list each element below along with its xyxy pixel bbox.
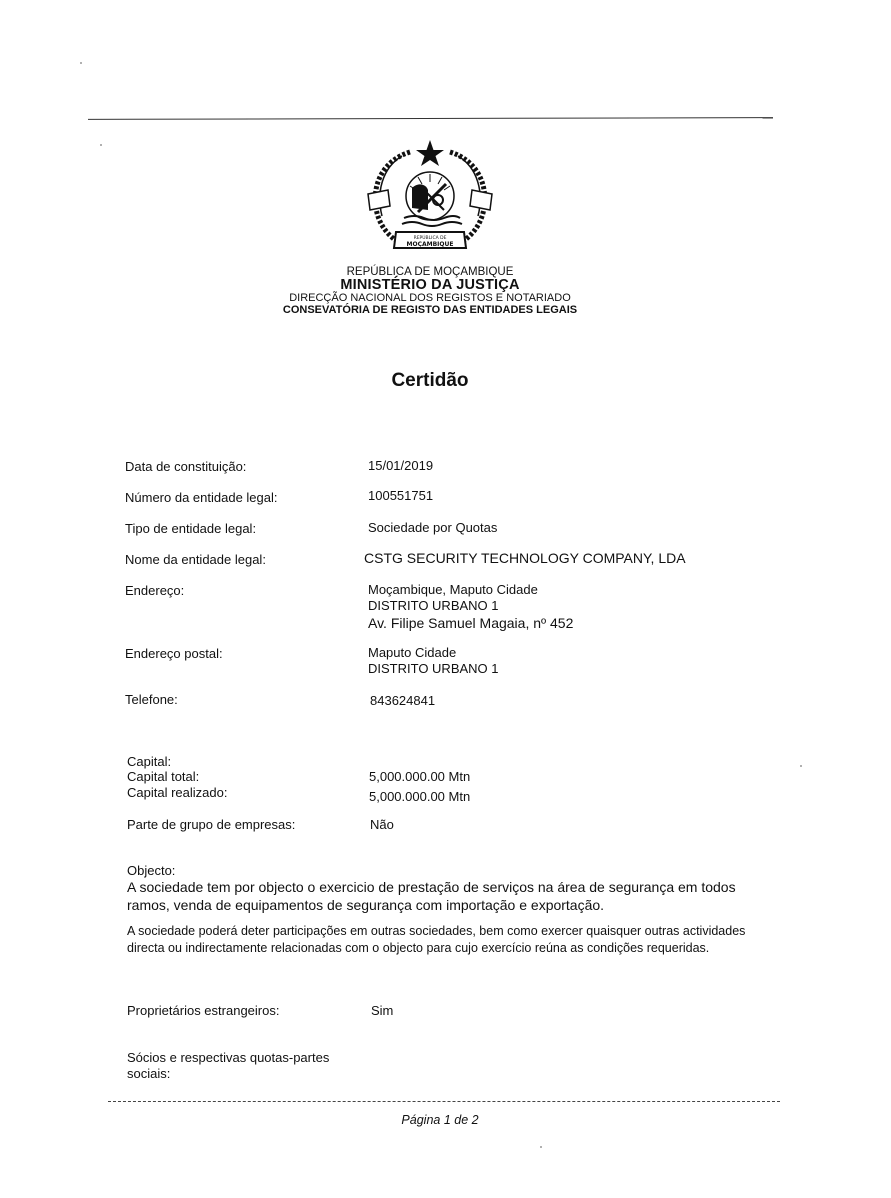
address-line-1: Moçambique, Maputo Cidade: [368, 582, 538, 597]
coat-of-arms-icon: [362, 138, 498, 256]
postal-address-label: Endereço postal:: [125, 646, 223, 661]
capital-total-value: 5,000.000.00 Mtn: [369, 769, 471, 784]
entity-name-label: Nome da entidade legal:: [125, 552, 266, 567]
capital-realized-value: 5,000.000.00 Mtn: [369, 789, 471, 804]
phone-label: Telefone:: [125, 692, 178, 707]
entity-number-value: 100551751: [368, 488, 434, 503]
top-divider: [88, 117, 773, 120]
address-line-2: DISTRITO URBANO 1: [368, 598, 499, 613]
scan-speck: [80, 62, 82, 64]
address-label: Endereço:: [125, 583, 185, 598]
bottom-divider: [108, 1101, 780, 1102]
republic-name: REPÚBLICA DE MOÇAMBIQUE: [346, 266, 514, 278]
entity-number-label: Número da entidade legal:: [125, 490, 278, 505]
foreign-owners-label: Proprietários estrangeiros:: [127, 1003, 280, 1018]
group-membership-value: Não: [370, 817, 394, 832]
postal-address-line-1: Maputo Cidade: [368, 645, 457, 660]
entity-type-label: Tipo de entidade legal:: [125, 521, 257, 536]
scan-speck: [800, 765, 802, 767]
object-paragraph-1: A sociedade tem por objecto o exercicio de prestação de serviços na área de segurança em todos ramos, venda de equipamentos de segurança com importação e exportação.: [127, 879, 736, 913]
entity-name-value: CSTG SECURITY TECHNOLOGY COMPANY, LDA: [364, 550, 686, 566]
address-line-3: Av. Filipe Samuel Magaia, nº 452: [368, 615, 574, 631]
entity-type-value: Sociedade por Quotas: [368, 520, 498, 535]
registry-name: CONSEVATÓRIA DE REGISTO DAS ENTIDADES LEGAIS: [282, 303, 578, 316]
capital-total-label: Capital total:: [127, 769, 200, 784]
object-heading: Objecto:: [127, 863, 176, 878]
page-number: Página 1 de 2: [401, 1113, 479, 1127]
postal-address-line-2: DISTRITO URBANO 1: [368, 661, 499, 676]
capital-realized-label: Capital realizado:: [127, 785, 228, 800]
capital-heading: Capital:: [127, 754, 172, 769]
date-of-incorporation-label: Data de constituição:: [125, 459, 247, 474]
phone-value: 843624841: [370, 693, 436, 708]
directorate-name: DIRECÇÃO NACIONAL DOS REGISTOS E NOTARIADO: [289, 292, 571, 305]
scan-speck: [540, 1146, 542, 1148]
scan-speck: [100, 144, 102, 146]
object-paragraph-2: A sociedade poderá deter participações em outras sociedades, bem como exercer quaisquer outras actividades directa ou indirectamente relacionadas com o objecto para cujo exercício reúna as condições requeridas.: [127, 924, 746, 955]
document-title: Certidão: [391, 370, 469, 391]
group-membership-label: Parte de grupo de empresas:: [127, 817, 296, 832]
svg-text:REPÚBLICA DE: REPÚBLICA DE: [413, 236, 447, 241]
foreign-owners-value: Sim: [371, 1003, 394, 1018]
partners-label: Sócios e respectivas quotas-partes sociais:: [127, 1050, 330, 1081]
document-header: [220, 266, 640, 316]
ministry-name: MINISTÉRIO DA JUSTIÇA: [340, 277, 520, 294]
svg-text:MOÇAMBIQUE: MOÇAMBIQUE: [406, 241, 454, 248]
date-of-incorporation-value: 15/01/2019: [368, 458, 434, 473]
